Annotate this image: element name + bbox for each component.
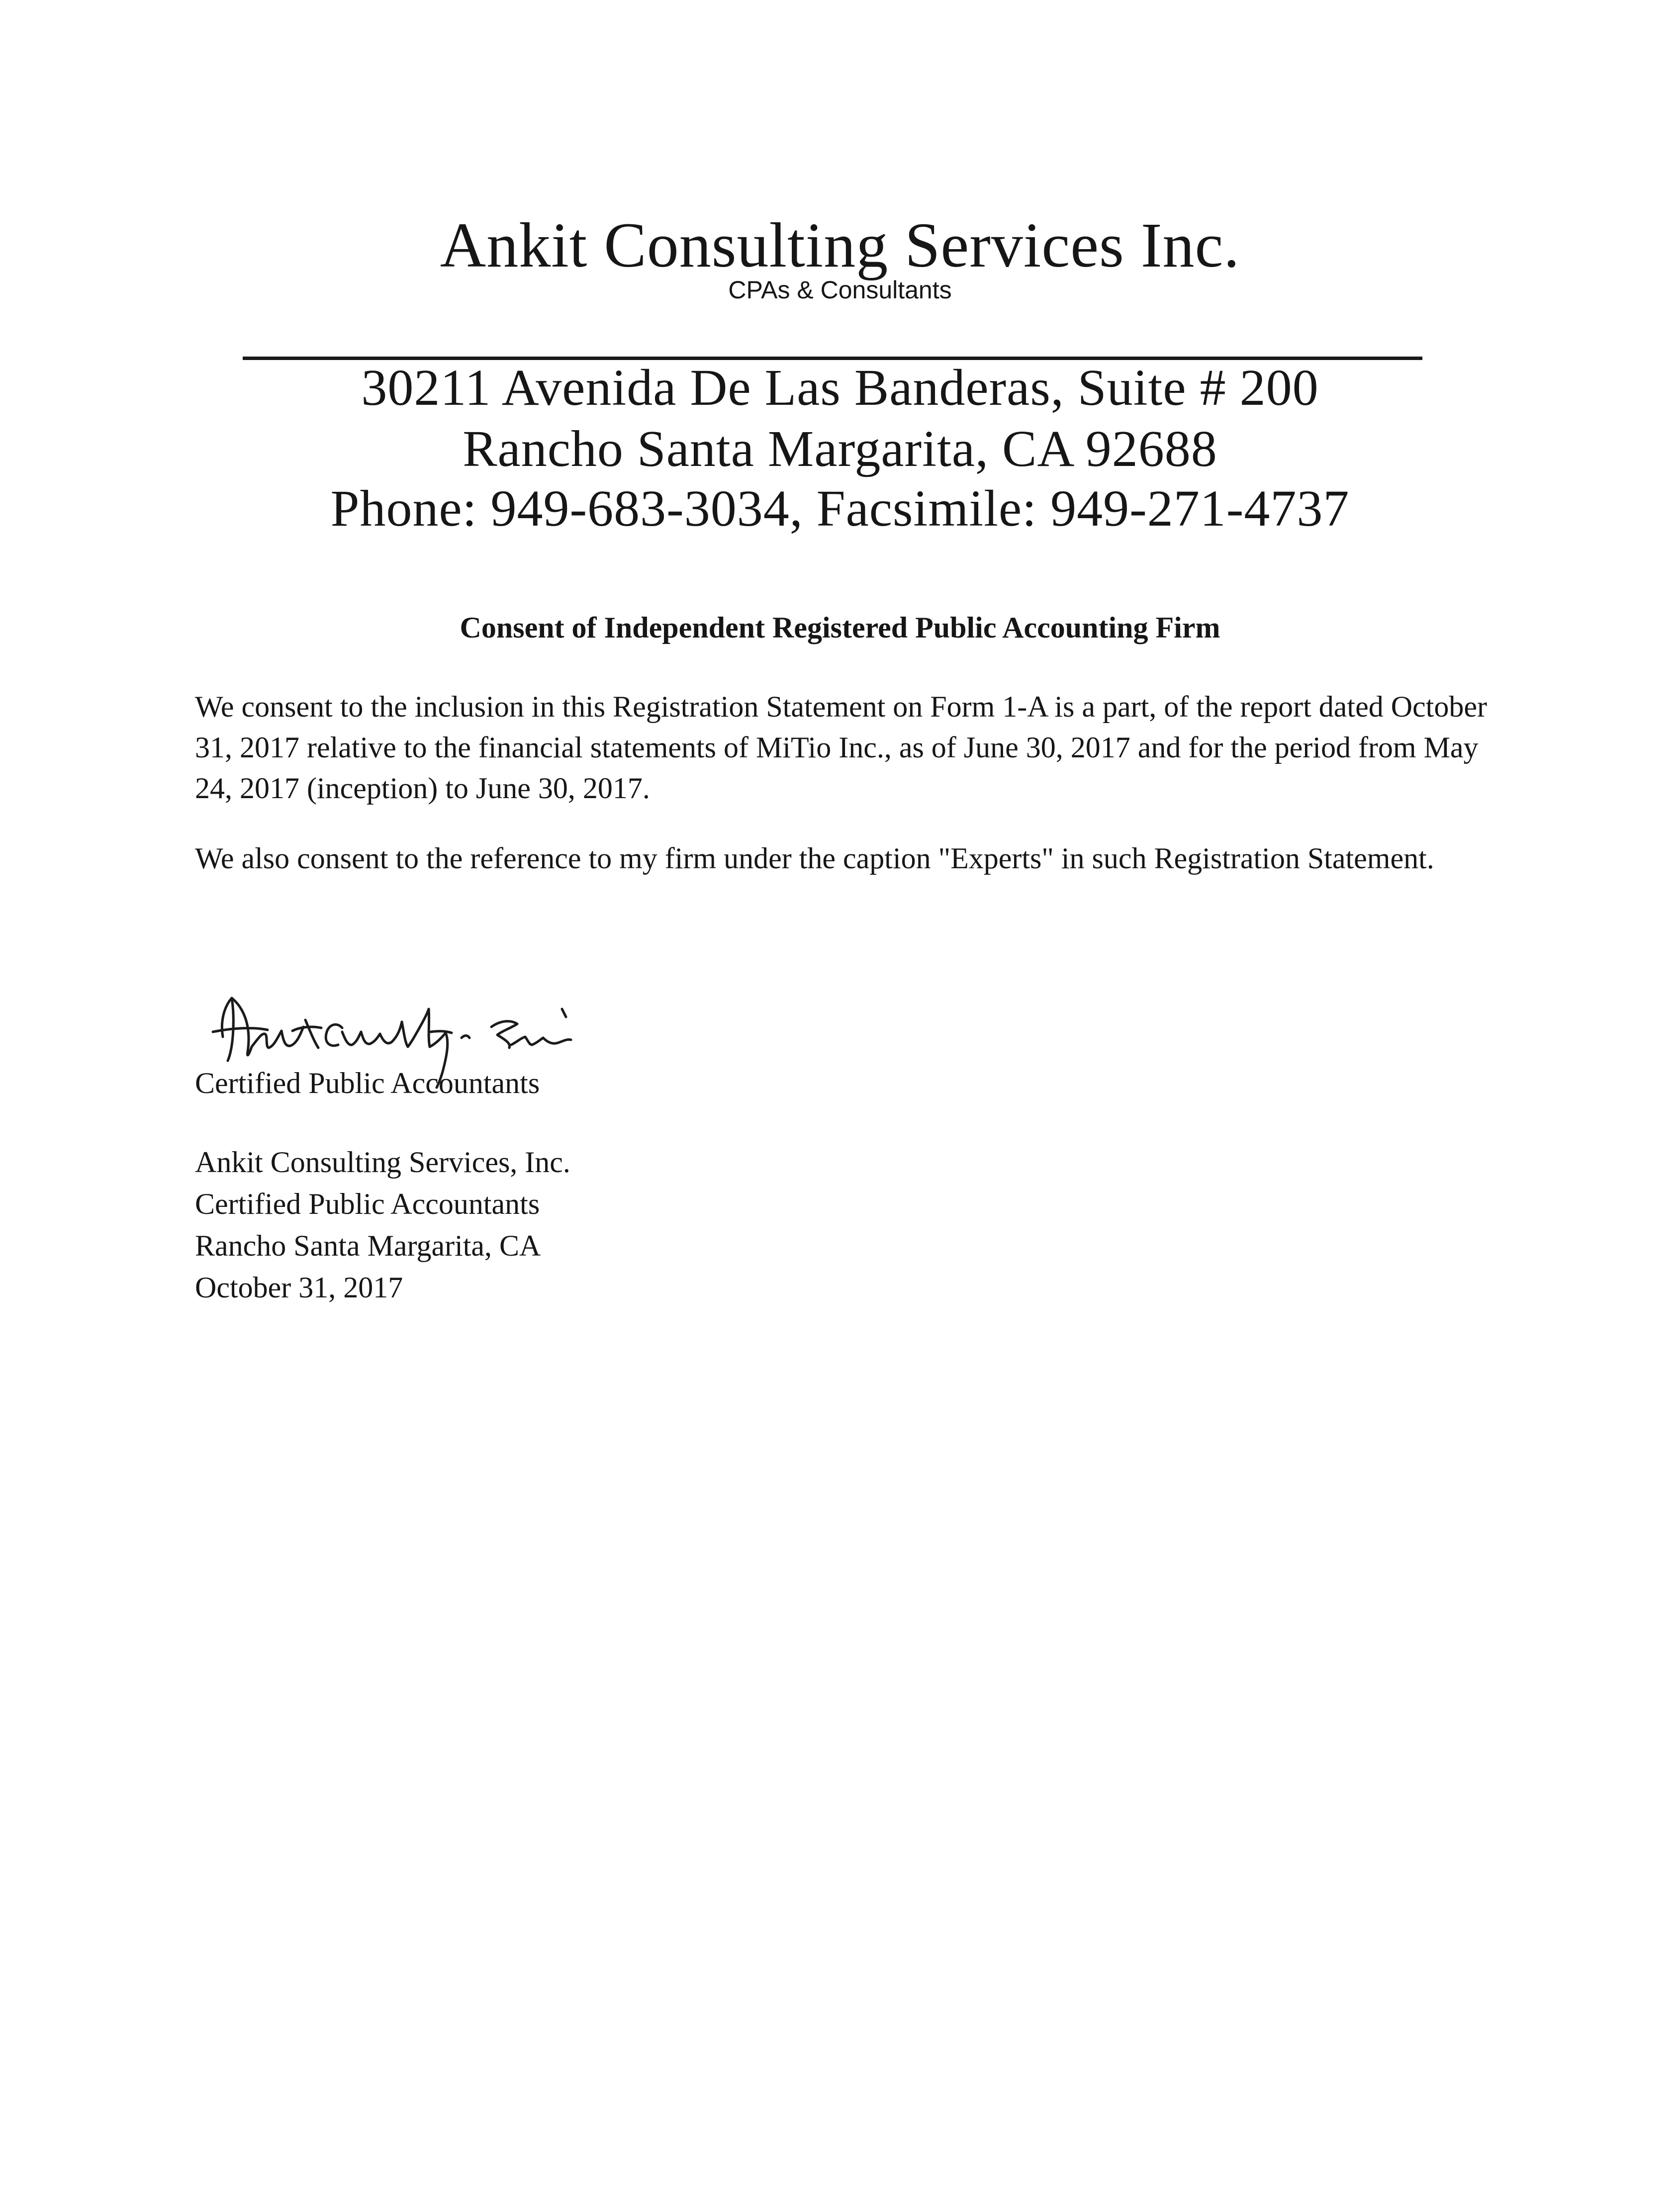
firm-signoff-name: Ankit Consulting Services, Inc. (195, 1146, 570, 1179)
consent-paragraph: We consent to the inclusion in this Registration Statement on Form 1-A is a part, of the report dated October 31, 2017 relative to the financial statements of MiTio Inc., as of June 30, 2017 and for the period from May 24, 2017 (inception) to June 30, 2017. (195, 690, 1487, 805)
firm-name: Ankit Consulting Services Inc. (440, 210, 1240, 280)
firm-signoff-title: Certified Public Accountants (195, 1188, 540, 1220)
contact-line: Phone: 949-683-3034, Facsimile: 949-271-4737 (330, 480, 1350, 537)
firm-signoff-location: Rancho Santa Margarita, CA (195, 1229, 541, 1262)
firm-tagline: CPAs & Consultants (728, 276, 952, 304)
signature-caption (195, 1062, 540, 1104)
signature-caption-text: Certified Public Accountants (195, 1067, 540, 1099)
signature-block (195, 1141, 570, 1308)
document-title: Consent of Independent Registered Public Accounting Firm (460, 611, 1220, 644)
address-line-2: Rancho Santa Margarita, CA 92688 (463, 420, 1217, 477)
experts-paragraph: We also consent to the reference to my firm under the caption "Experts" in such Registration Statement. (195, 842, 1434, 875)
letter-date: October 31, 2017 (195, 1271, 403, 1304)
address-line-1: 30211 Avenida De Las Banderas, Suite # 200 (361, 359, 1319, 416)
